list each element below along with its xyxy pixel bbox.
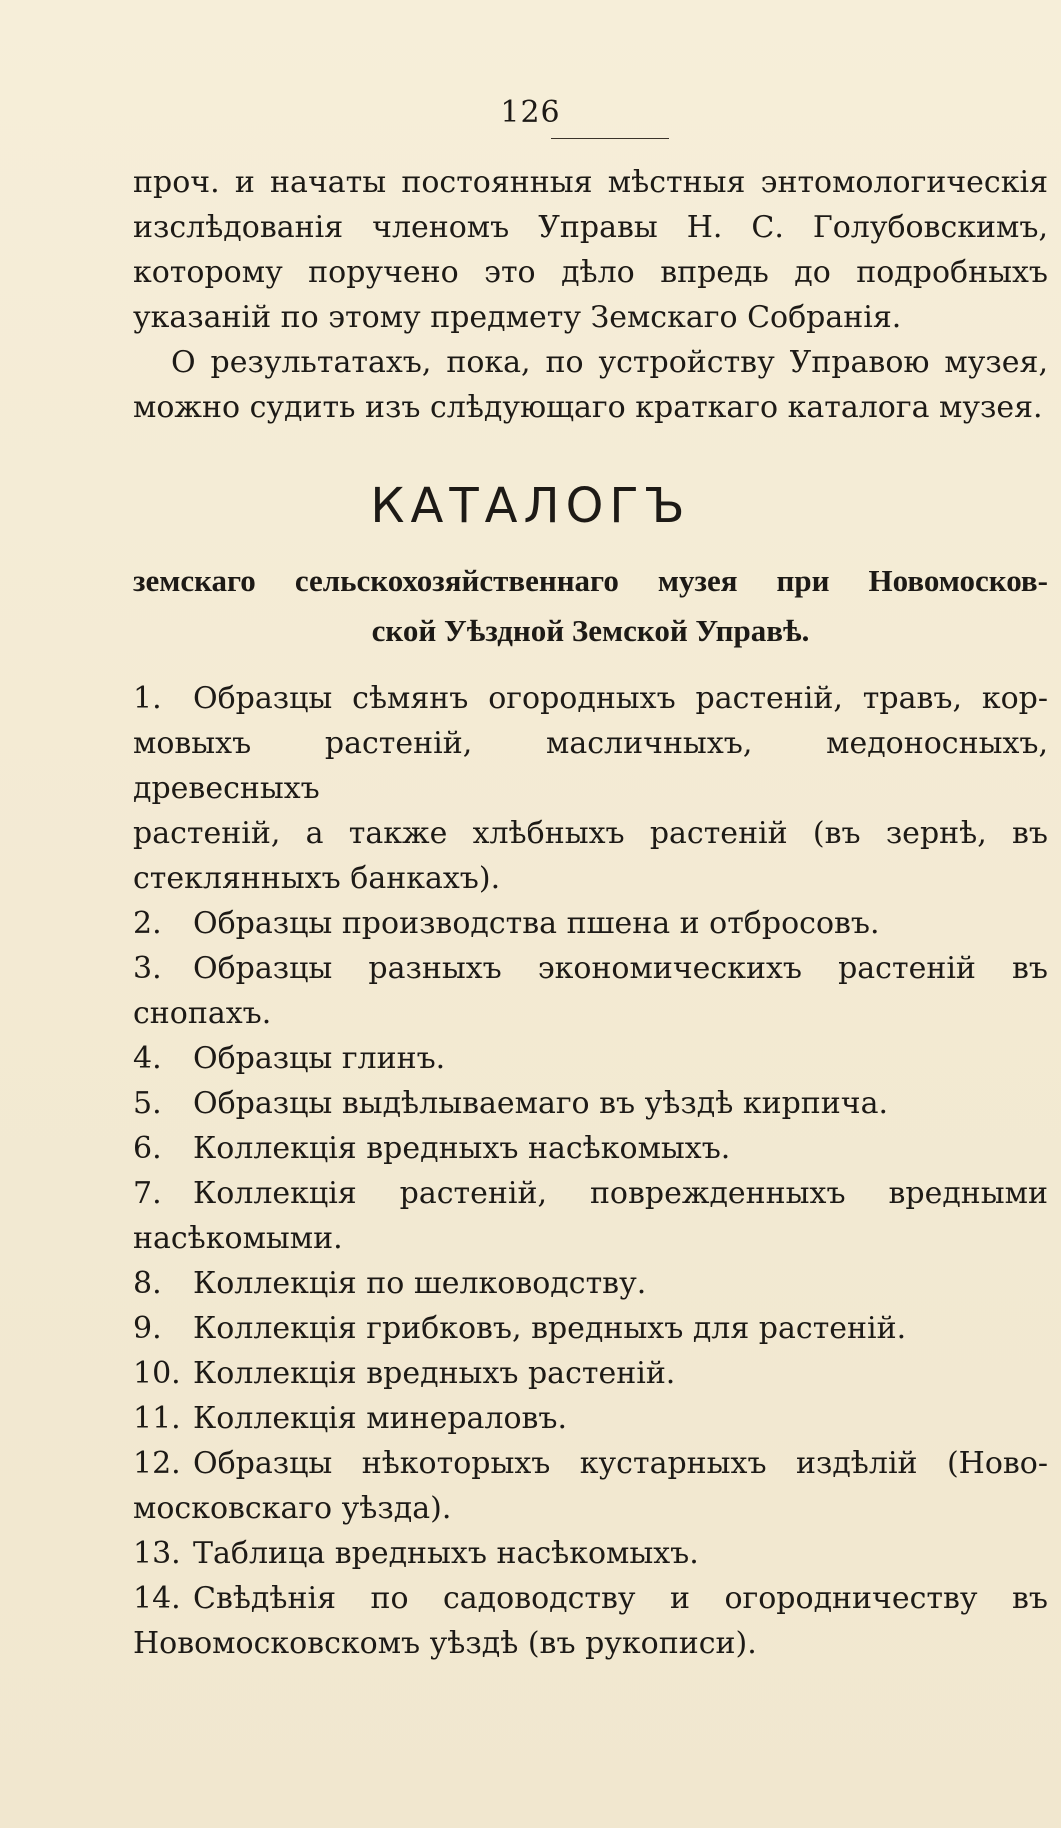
catalog-item [133, 1126, 1048, 1171]
intro-line: О результатахъ, пока, по устройству Управою музея, [171, 345, 1048, 380]
intro-text [133, 160, 1048, 430]
intro-line: которому поручено это дѣло впредь до подробныхъ [133, 255, 1048, 290]
catalog-item-number: 3. [133, 951, 162, 986]
catalog-item-text: Коллекція вредныхъ растеній. [193, 1356, 676, 1391]
catalog-item-text: Коллекція минераловъ. [193, 1401, 568, 1436]
catalog-item [133, 1081, 1048, 1126]
catalog-item-text: Коллекція по шелководству. [193, 1266, 647, 1301]
catalog-item-number: 14. [133, 1581, 181, 1616]
catalog-item-text: Образцы выдѣлываемаго въ уѣздѣ кирпича. [193, 1086, 889, 1121]
catalog-subtitle-line: земскаго сельскохозяйственнаго музея при Новомосков- [133, 563, 1048, 598]
catalog-item-number: 10. [133, 1356, 181, 1391]
catalog-item-continuation: мовыхъ растеній, масличныхъ, медоносныхъ, древесныхъ [133, 726, 1048, 806]
catalog-item-continuation: московскаго уѣзда). [133, 1491, 452, 1526]
catalog-item [133, 901, 1048, 946]
catalog-item-text: Свѣдѣнія по садоводству и огородничеству въ [193, 1581, 1048, 1616]
catalog-item-number: 8. [133, 1266, 162, 1301]
page-number-rule [551, 138, 669, 139]
catalog-item-number: 5. [133, 1086, 162, 1121]
catalog-item-text: Коллекція грибковъ, вредныхъ для растеній. [193, 1311, 907, 1346]
intro-line: указаній по этому предмету Земскаго Собранія. [133, 300, 902, 335]
catalog-item-continuation: растеній, а также хлѣбныхъ растеній (въ зернѣ, въ [133, 816, 1048, 851]
catalog-item-text: Образцы глинъ. [193, 1041, 446, 1076]
catalog-item-text: Образцы нѣкоторыхъ кустарныхъ издѣлій (Ново- [193, 1446, 1048, 1481]
catalog-item [133, 1351, 1048, 1396]
catalog-item-number: 2. [133, 906, 162, 941]
catalog-item-number: 11. [133, 1401, 181, 1436]
catalog-item-continuation: снопахъ. [133, 996, 272, 1031]
catalog-title: КАТАЛОГЪ [370, 478, 691, 534]
catalog-subtitle [133, 556, 1048, 656]
catalog-list [133, 676, 1048, 1666]
catalog-item-text: Образцы производства пшена и отбросовъ. [193, 906, 880, 941]
catalog-item-number: 1. [133, 681, 162, 716]
catalog-item-continuation: насѣкомыми. [133, 1221, 343, 1256]
catalog-item [133, 1261, 1048, 1306]
catalog-item-number: 9. [133, 1311, 162, 1346]
catalog-item-number: 4. [133, 1041, 162, 1076]
catalog-item-continuation: стеклянныхъ банкахъ). [133, 861, 501, 896]
catalog-item [133, 1036, 1048, 1081]
catalog-item-number: 12. [133, 1446, 181, 1481]
catalog-item [133, 1576, 1048, 1621]
page-number: 126 [500, 95, 561, 130]
catalog-item-number: 13. [133, 1536, 181, 1571]
catalog-item [133, 1396, 1048, 1441]
intro-line: можно судить изъ слѣдующаго краткаго каталога музея. [133, 390, 1043, 425]
catalog-item [133, 676, 1048, 721]
intro-line: проч. и начаты постоянныя мѣстныя энтомологическія [133, 165, 1048, 200]
catalog-item-text: Образцы сѣмянъ огородныхъ растеній, травъ, кор- [193, 681, 1048, 716]
catalog-item-continuation: Новомосковскомъ уѣздѣ (въ рукописи). [133, 1626, 757, 1661]
catalog-item [133, 946, 1048, 991]
catalog-subtitle-line: ской Уѣздной Земской Управѣ. [371, 613, 810, 648]
catalog-item [133, 1531, 1048, 1576]
catalog-item-text: Коллекція растеній, поврежденныхъ вредными [193, 1176, 1048, 1211]
catalog-item-text: Образцы разныхъ экономическихъ растеній въ [193, 951, 1048, 986]
catalog-item-number: 7. [133, 1176, 162, 1211]
catalog-item-text: Таблица вредныхъ насѣкомыхъ. [193, 1536, 699, 1571]
catalog-item-text: Коллекція вредныхъ насѣкомыхъ. [193, 1131, 731, 1166]
catalog-item [133, 1171, 1048, 1216]
intro-line: изслѣдованія членомъ Управы Н. С. Голубовскимъ, [133, 210, 1048, 245]
catalog-item-number: 6. [133, 1131, 162, 1166]
catalog-item [133, 1306, 1048, 1351]
catalog-item [133, 1441, 1048, 1486]
